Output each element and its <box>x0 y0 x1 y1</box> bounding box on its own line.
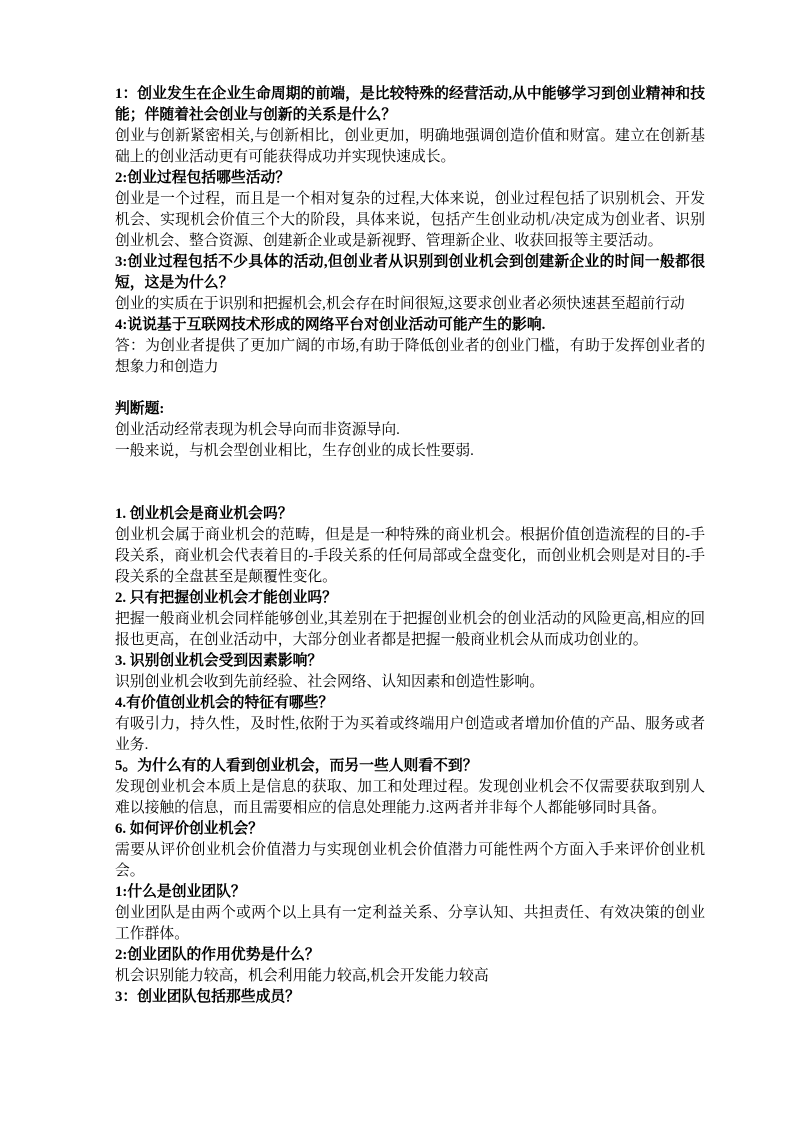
answer-paragraph: 创业活动经常表现为机会导向而非资源导向. <box>115 422 400 438</box>
question-heading: 1. 创业机会是商业机会吗？ <box>115 506 293 522</box>
answer-paragraph: 创业机会属于商业机会的范畴，但是是一种特殊的商业机会。根据价值创造流程的目的-手段关系，商业机会代表着目的-手段关系的任何局部或全盘变化，而创业机会则是对目的-手段关系的全盘甚至是颠覆性变化。 <box>115 527 705 585</box>
answer-paragraph: 发现创业机会本质上是信息的获取、加工和处理过程。发现创业机会不仅需要获取到别人难以接触的信息，而且需要相应的信息处理能力.这两者并非每个人都能够同时具备。 <box>115 779 705 816</box>
blank-line <box>115 462 705 483</box>
question-heading: 3：创业团队包括那些成员？ <box>115 989 300 1005</box>
answer-paragraph: 有吸引力，持久性，及时性,依附于为买着或终端用户创造或者增加价值的产品、服务或者业务. <box>115 716 705 753</box>
question-heading: 1：创业发生在企业生命周期的前端，是比较特殊的经营活动,从中能够学习到创业精神和技能；伴随着社会创业与创新的关系是什么？ <box>115 86 705 123</box>
question-heading: 4:说说基于互联网技术形成的网络平台对创业活动可能产生的影响. <box>115 317 546 333</box>
answer-paragraph: 创业是一个过程，而且是一个相对复杂的过程,大体来说，创业过程包括了识别机会、开发机会、实现机会价值三个大的阶段，具体来说，包括产生创业动机/决定成为创业者、识别创业机会、整合资源、创建新企业或是新视野、管理新企业、收获回报等主要活动。 <box>115 191 705 249</box>
question-heading: 1:什么是创业团队？ <box>115 884 246 900</box>
answer-paragraph: 识别创业机会收到先前经验、社会网络、认知因素和创造性影响。 <box>115 674 545 690</box>
question-heading: 4.有价值创业机会的特征有哪些？ <box>115 695 334 711</box>
question-heading: 2. 只有把握创业机会才能创业吗？ <box>115 590 337 606</box>
answer-paragraph: 创业与创新紧密相关,与创新相比，创业更加，明确地强调创造价值和财富。建立在创新基础上的创业活动更有可能获得成功并实现快速成长。 <box>115 128 705 165</box>
question-heading: 判断题: <box>115 401 165 417</box>
answer-paragraph: 把握一般商业机会同样能够创业,其差别在于把握创业机会的创业活动的风险更高,相应的回报也更高，在创业活动中，大部分创业者都是把握一般商业机会从而成功创业的。 <box>115 611 705 648</box>
blank-line <box>115 378 705 399</box>
question-heading: 5。为什么有的人看到创业机会，而另一些人则看不到？ <box>115 758 478 774</box>
answer-paragraph: 机会识别能力较高，机会利用能力较高,机会开发能力较高 <box>115 968 489 984</box>
answer-paragraph: 创业团队是由两个或两个以上具有一定利益关系、分享认知、共担责任、有效决策的创业工作群体。 <box>115 905 705 942</box>
answer-paragraph: 一般来说，与机会型创业相比，生存创业的成长性要弱. <box>115 443 474 459</box>
question-heading: 2:创业团队的作用优势是什么？ <box>115 947 320 963</box>
question-heading: 3. 识别创业机会受到因素影响？ <box>115 653 323 669</box>
answer-paragraph: 需要从评价创业机会价值潜力与实现创业机会价值潜力可能性两个方面入手来评价创业机会。 <box>115 842 705 879</box>
blank-line <box>115 483 705 504</box>
question-heading: 2:创业过程包括哪些活动？ <box>115 170 291 186</box>
question-heading: 6. 如何评价创业机会？ <box>115 821 263 837</box>
question-heading: 3:创业过程包括不少具体的活动,但创业者从识别到创业机会到创建新企业的时间一般都很短，这是为什么？ <box>115 254 705 291</box>
answer-paragraph: 答：为创业者提供了更加广阔的市场,有助于降低创业者的创业门槛，有助于发挥创业者的想象力和创造力 <box>115 338 705 375</box>
answer-paragraph: 创业的实质在于识别和把握机会,机会存在时间很短,这要求创业者必须快速甚至超前行动 <box>115 296 685 312</box>
document-body <box>115 84 705 1008</box>
